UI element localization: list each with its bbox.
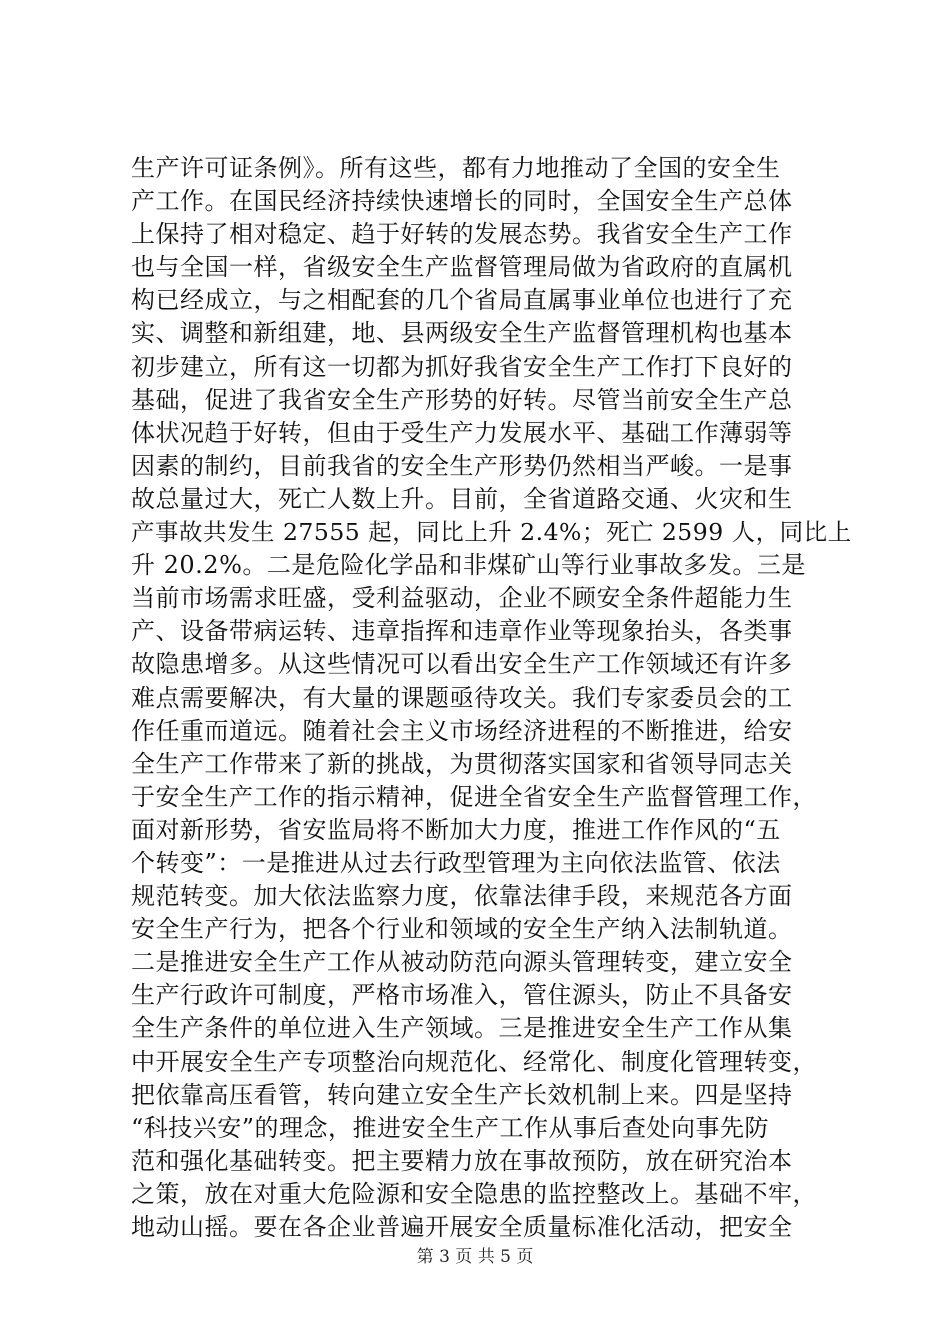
text-line: 规范转变。加大依法监察力度，依靠法律手段，来规范各方面 <box>131 882 793 911</box>
text-line: 故隐患增多。从这些情况可以看出安全生产工作领域还有许多 <box>131 650 793 679</box>
text-line: 体状况趋于好转，但由于受生产力发展水平、基础工作薄弱等 <box>131 418 793 447</box>
text-line: 产、设备带病运转、违章指挥和违章作业等现象抬头，各类事 <box>131 617 793 646</box>
body-text <box>131 152 851 1244</box>
text-line: 生产行政许可制度，严格市场准入，管住源头，防止不具备安 <box>131 981 793 1010</box>
text-line: 实、调整和新组建，地、县两级安全生产监督管理机构也基本 <box>131 319 793 348</box>
text-line: 上保持了相对稳定、趋于好转的发展态势。我省安全生产工作 <box>131 220 793 249</box>
text-line: 范和强化基础转变。把主要精力放在事故预防，放在研究治本 <box>131 1146 793 1175</box>
text-line: 当前市场需求旺盛，受利益驱动，企业不顾安全条件超能力生 <box>131 584 793 613</box>
text-line: 于安全生产工作的指示精神，促进全省安全生产监督管理工作， <box>131 782 817 811</box>
text-line: 构已经成立，与之相配套的几个省局直属事业单位也进行了充 <box>131 286 793 315</box>
text-line: 生产许可证条例》。所有这些，都有力地推动了全国的安全生 <box>131 154 781 182</box>
text-line: 个转变”：一是推进从过去行政型管理为主向依法监管、依法 <box>131 848 781 877</box>
text-line: 难点需要解决，有大量的课题亟待攻关。我们专家委员会的工 <box>131 683 793 712</box>
text-line: 产事故共发生 27555 起，同比上升 2.4%；死亡 2599 人，同比上 <box>131 518 852 547</box>
text-line: 二是推进安全生产工作从被动防范向源头管理转变，建立安全 <box>131 948 793 977</box>
text-line: 作任重而道远。随着社会主义市场经济进程的不断推进，给安 <box>131 716 793 745</box>
page-footer: 第 3 页 共 5 页 <box>416 1247 534 1267</box>
text-line: 初步建立，所有这一切都为抓好我省安全生产工作打下良好的 <box>131 352 793 381</box>
text-line: 面对新形势，省安监局将不断加大力度，推进工作作风的“五 <box>131 815 781 844</box>
text-line: 安全生产行为，把各个行业和领域的安全生产纳入法制轨道。 <box>131 915 793 944</box>
text-line: 中开展安全生产专项整治向规范化、经常化、制度化管理转变， <box>131 1047 817 1076</box>
text-line: 产工作。在国民经济持续快速增长的同时，全国安全生产总体 <box>131 187 793 216</box>
text-line: 地动山摇。要在各企业普遍开展安全质量标准化活动，把安全 <box>131 1213 793 1241</box>
text-line: 因素的制约，目前我省的安全生产形势仍然相当严峻。一是事 <box>131 451 793 480</box>
text-line: 故总量过大，死亡人数上升。目前，全省道路交通、火灾和生 <box>131 484 793 513</box>
text-line: 全生产条件的单位进入生产领域。三是推进安全生产工作从集 <box>131 1014 793 1043</box>
text-line: 也与全国一样，省级安全生产监督管理局做为省政府的直属机 <box>131 253 793 282</box>
text-line: 全生产工作带来了新的挑战，为贯彻落实国家和省领导同志关 <box>131 749 793 778</box>
text-line: 把依靠高压看管，转向建立安全生产长效机制上来。四是坚持 <box>131 1080 793 1109</box>
text-line: “科技兴安”的理念，推进安全生产工作从事后查处向事先防 <box>131 1113 770 1142</box>
text-line: 之策，放在对重大危险源和安全隐患的监控整改上。基础不牢， <box>131 1179 817 1208</box>
text-line: 基础，促进了我省安全生产形势的好转。尽管当前安全生产总 <box>131 385 793 414</box>
text-line: 升 20.2%。二是危险化学品和非煤矿山等行业事故多发。三是 <box>131 551 806 580</box>
